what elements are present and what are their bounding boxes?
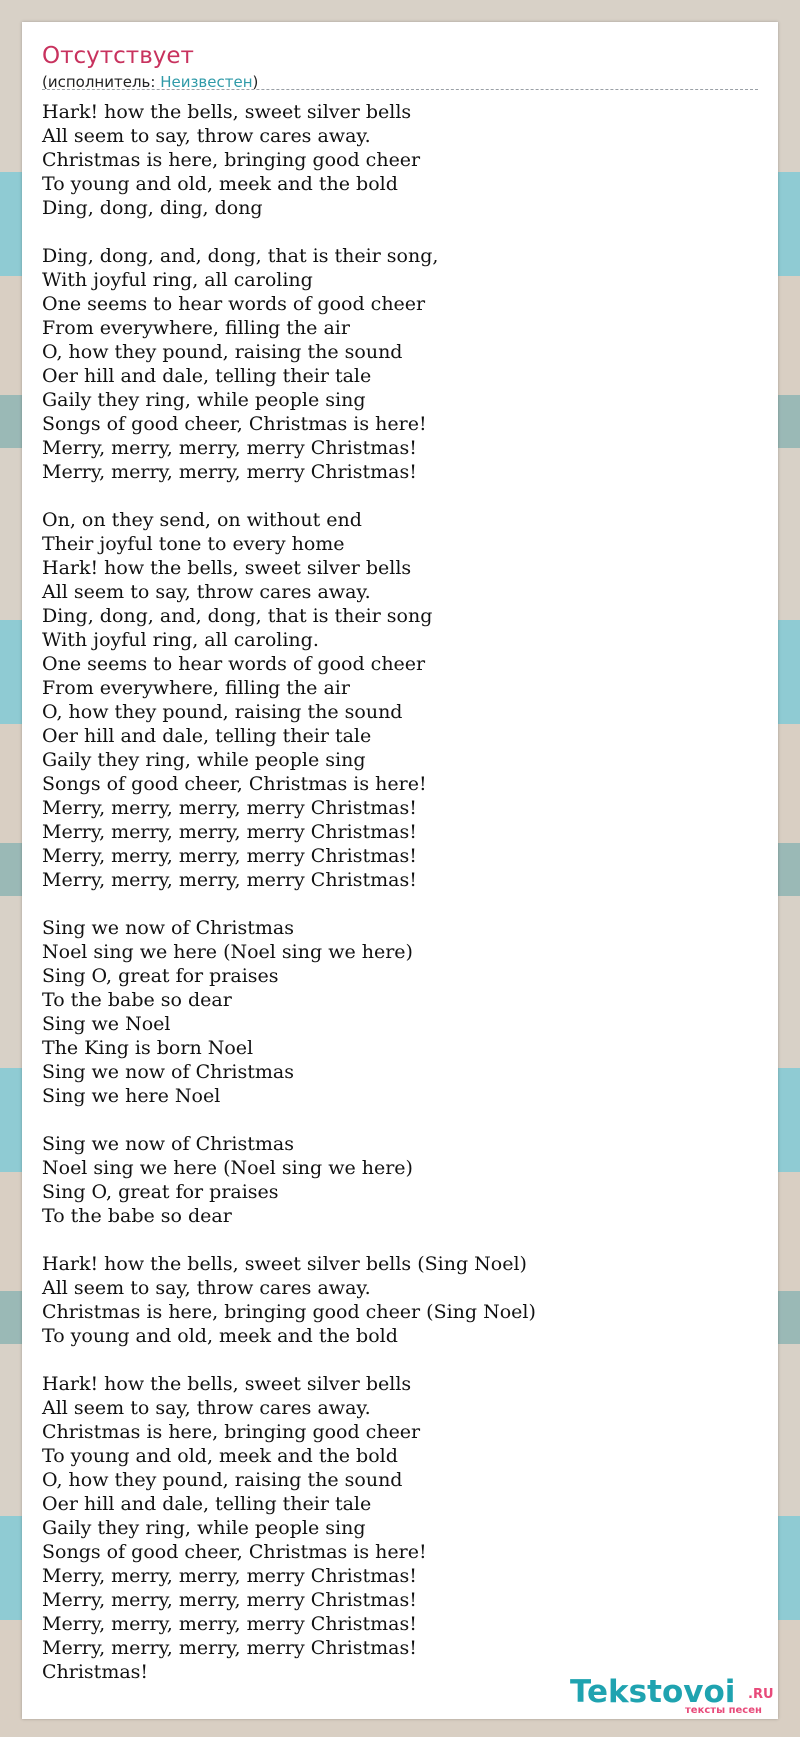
lyric-line: Songs of good cheer, Christmas is here! xyxy=(42,413,427,435)
lyric-line: From everywhere, filling the air xyxy=(42,317,350,339)
lyric-line: Merry, merry, merry, merry Christmas! xyxy=(42,1565,417,1587)
lyric-line: Noel sing we here (Noel sing we here) xyxy=(42,1157,413,1179)
lyric-line: Christmas is here, bringing good cheer (Sing Noel) xyxy=(42,1301,536,1323)
lyric-line: Merry, merry, merry, merry Christmas! xyxy=(42,845,417,867)
lyric-line: Hark! how the bells, sweet silver bells xyxy=(42,557,412,579)
lyric-line: Merry, merry, merry, merry Christmas! xyxy=(42,437,417,459)
lyric-line: From everywhere, filling the air xyxy=(42,677,350,699)
lyric-line: Oer hill and dale, telling their tale xyxy=(42,1493,372,1515)
lyric-line: Their joyful tone to every home xyxy=(42,533,345,555)
lyric-line: O, how they pound, raising the sound xyxy=(42,701,403,723)
lyrics-card xyxy=(22,22,778,1719)
artist-prefix: (исполнитель: xyxy=(42,73,161,91)
lyric-line: To young and old, meek and the bold xyxy=(42,1445,398,1467)
lyric-line xyxy=(42,220,742,244)
site-logo[interactable] xyxy=(570,1674,774,1718)
lyric-line: All seem to say, throw cares away. xyxy=(42,1397,371,1419)
lyric-line: Merry, merry, merry, merry Christmas! xyxy=(42,1613,417,1635)
lyric-line: With joyful ring, all caroling. xyxy=(42,629,319,651)
lyric-line: O, how they pound, raising the sound xyxy=(42,341,403,363)
song-title: Отсутствует xyxy=(42,43,194,69)
lyric-line: Songs of good cheer, Christmas is here! xyxy=(42,773,427,795)
lyric-line: Hark! how the bells, sweet silver bells xyxy=(42,1373,412,1395)
lyric-line: To the babe so dear xyxy=(42,1205,232,1227)
artist-link[interactable]: Неизвестен xyxy=(160,73,253,91)
lyric-line: Sing O, great for praises xyxy=(42,965,279,987)
lyric-line: Merry, merry, merry, merry Christmas! xyxy=(42,797,417,819)
lyric-line xyxy=(42,1348,742,1372)
logo-tagline: тексты песен xyxy=(685,1705,762,1716)
lyric-line xyxy=(42,1108,742,1132)
lyric-line: Sing we now of Christmas xyxy=(42,917,294,939)
lyric-line xyxy=(42,484,742,508)
lyric-line: The King is born Noel xyxy=(42,1037,254,1059)
lyric-line: Noel sing we here (Noel sing we here) xyxy=(42,941,413,963)
lyric-line: Sing we here Noel xyxy=(42,1085,221,1107)
lyric-line: On, on they send, on without end xyxy=(42,509,362,531)
lyric-line: Sing O, great for praises xyxy=(42,1181,279,1203)
lyric-line: One seems to hear words of good cheer xyxy=(42,653,426,675)
lyric-line: Merry, merry, merry, merry Christmas! xyxy=(42,1589,417,1611)
lyric-line: Merry, merry, merry, merry Christmas! xyxy=(42,821,417,843)
lyric-line: All seem to say, throw cares away. xyxy=(42,125,371,147)
lyric-line: One seems to hear words of good cheer xyxy=(42,293,426,315)
lyric-line: To young and old, meek and the bold xyxy=(42,173,398,195)
lyric-line: Sing we now of Christmas xyxy=(42,1061,294,1083)
lyric-line: Oer hill and dale, telling their tale xyxy=(42,365,372,387)
logo-tld: .RU xyxy=(748,1687,774,1702)
lyric-line: Sing we now of Christmas xyxy=(42,1133,294,1155)
lyric-line: Christmas is here, bringing good cheer xyxy=(42,149,421,171)
lyric-line: Merry, merry, merry, merry Christmas! xyxy=(42,869,417,891)
lyric-line: Christmas! xyxy=(42,1661,149,1683)
lyric-line: Merry, merry, merry, merry Christmas! xyxy=(42,1637,417,1659)
lyric-line: Songs of good cheer, Christmas is here! xyxy=(42,1541,427,1563)
lyric-line: Christmas is here, bringing good cheer xyxy=(42,1421,421,1443)
lyric-line: Ding, dong, and, dong, that is their song xyxy=(42,605,433,627)
lyric-line: Gaily they ring, while people sing xyxy=(42,749,366,771)
lyric-line: With joyful ring, all caroling xyxy=(42,269,313,291)
lyric-line: Hark! how the bells, sweet silver bells xyxy=(42,101,412,123)
lyric-line: To the babe so dear xyxy=(42,989,232,1011)
lyrics-text xyxy=(42,100,742,1684)
lyric-line: To young and old, meek and the bold xyxy=(42,1325,398,1347)
lyric-line: Gaily they ring, while people sing xyxy=(42,1517,366,1539)
lyric-line: Sing we Noel xyxy=(42,1013,171,1035)
logo-wordmark: Tekstovoi xyxy=(570,1674,736,1710)
lyric-line: Hark! how the bells, sweet silver bells (Sing Noel) xyxy=(42,1253,527,1275)
lyric-line: All seem to say, throw cares away. xyxy=(42,581,371,603)
dashed-divider xyxy=(42,89,758,90)
lyric-line: O, how they pound, raising the sound xyxy=(42,1469,403,1491)
lyric-line xyxy=(42,892,742,916)
artist-suffix: ) xyxy=(252,73,259,91)
lyric-line xyxy=(42,1228,742,1252)
lyric-line: Merry, merry, merry, merry Christmas! xyxy=(42,461,417,483)
lyric-line: Ding, dong, ding, dong xyxy=(42,197,263,219)
lyric-line: Ding, dong, and, dong, that is their song, xyxy=(42,245,439,267)
lyric-line: Oer hill and dale, telling their tale xyxy=(42,725,372,747)
lyric-line: Gaily they ring, while people sing xyxy=(42,389,366,411)
lyric-line: All seem to say, throw cares away. xyxy=(42,1277,371,1299)
